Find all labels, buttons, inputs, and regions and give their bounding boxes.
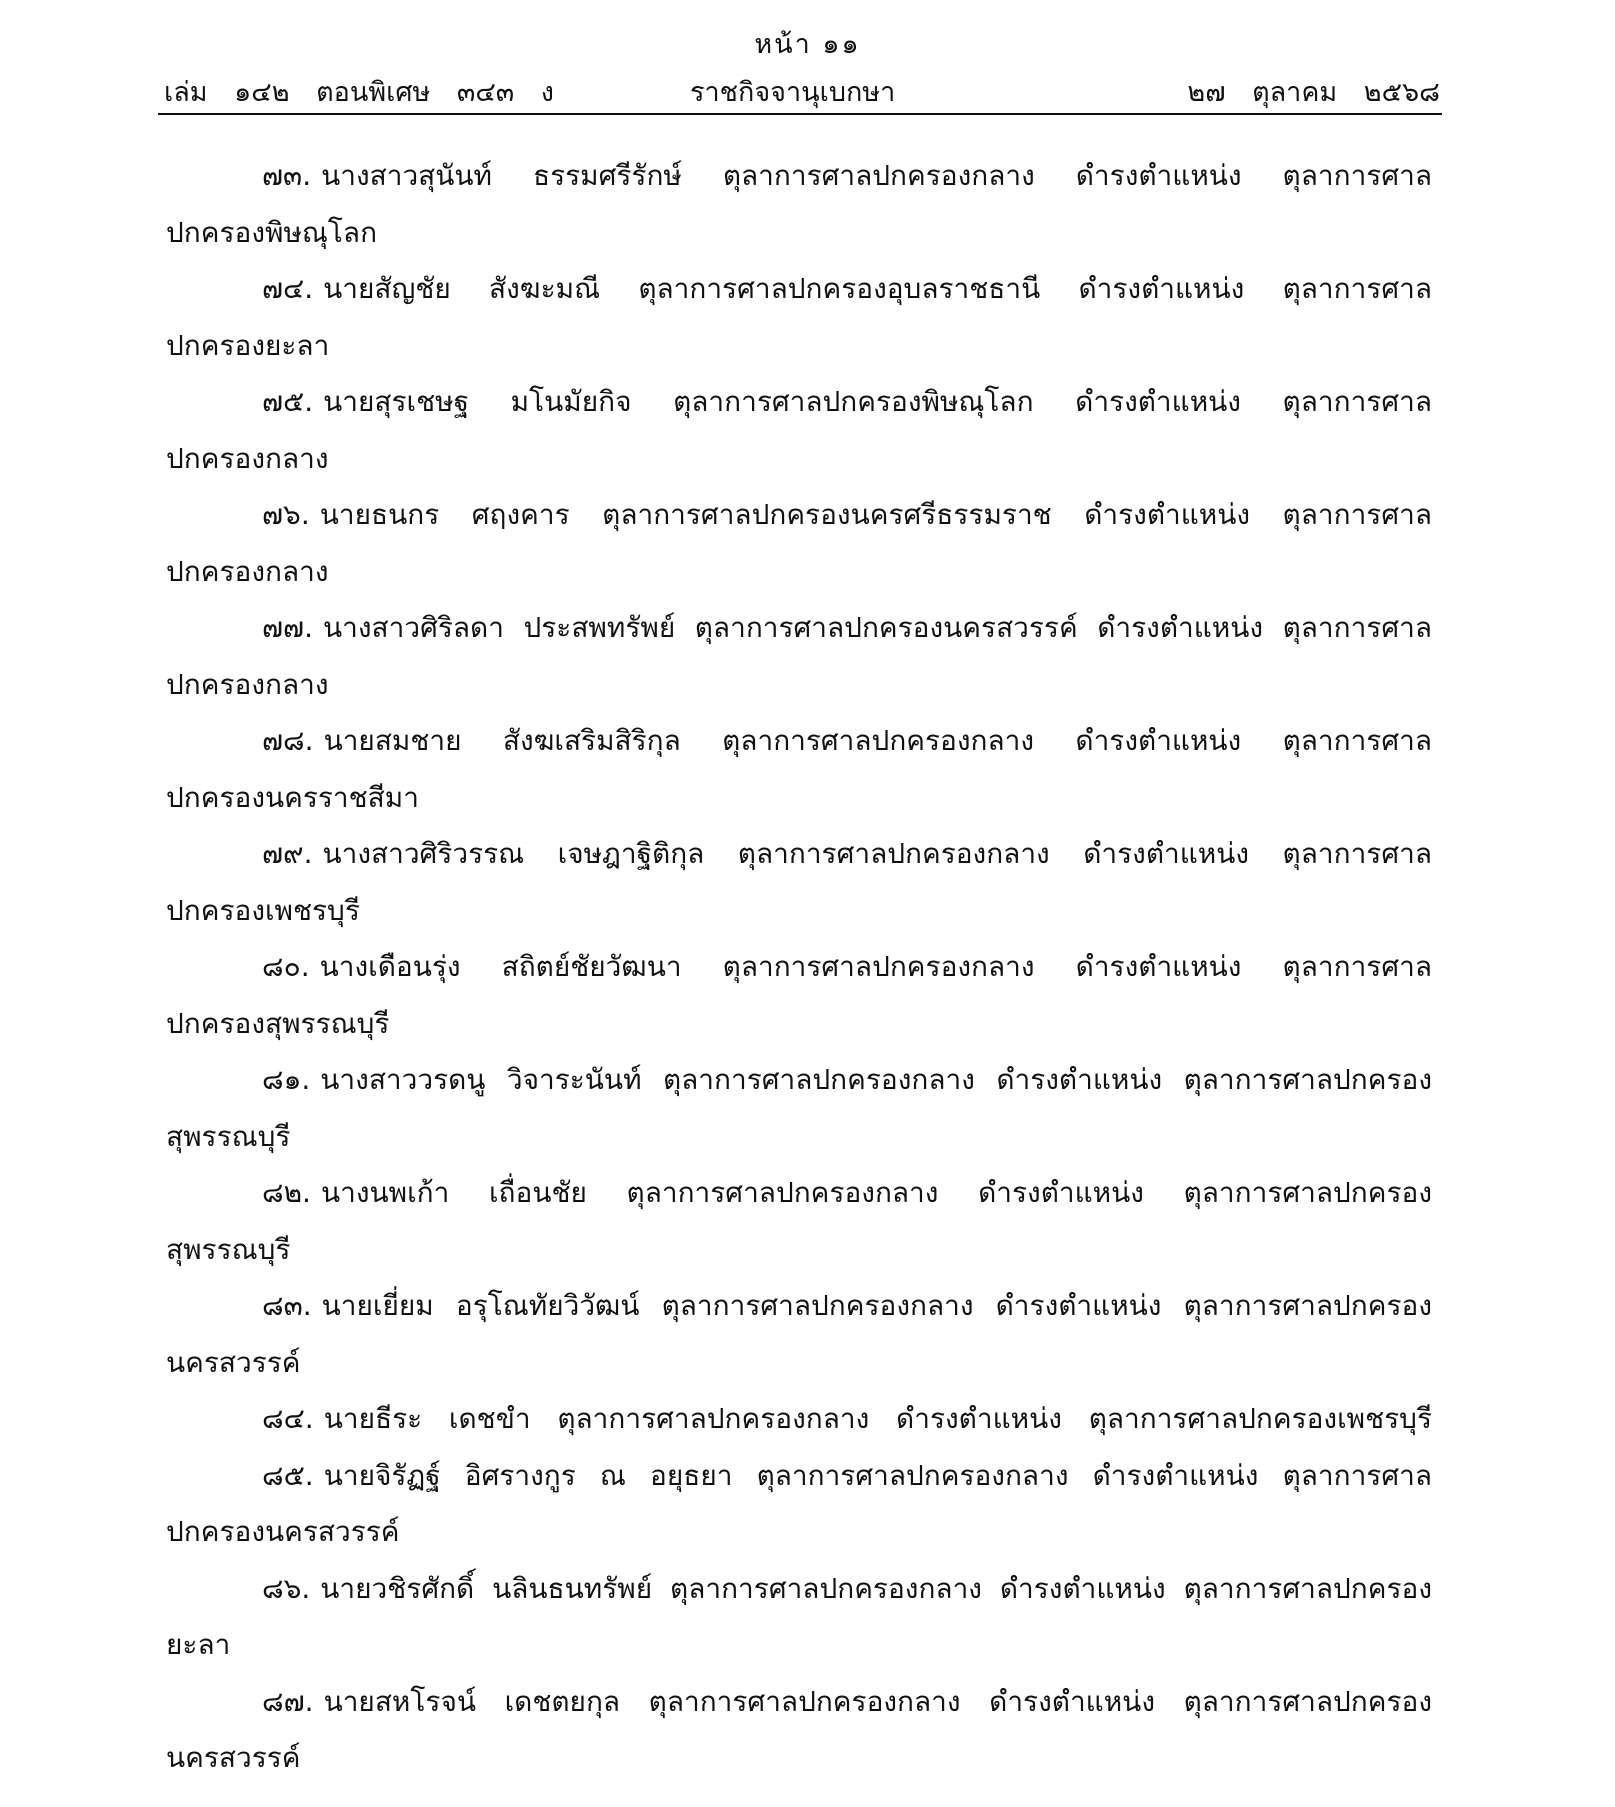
list-item <box>166 487 1432 600</box>
item-text: นางสาวศิริวรรณ เจษฎาฐิติกุล ตุลาการศาลปกครองกลาง ดำรงตำแหน่ง ตุลาการศาลปกครองเพชรบุรี <box>166 837 1432 927</box>
item-number: ๗๓. <box>262 159 312 192</box>
item-number: ๘๑. <box>262 1063 311 1096</box>
item-number: ๗๔. <box>262 272 314 305</box>
list-item <box>166 1448 1432 1561</box>
list-item <box>166 600 1432 713</box>
publication-title: ราชกิจจานุเบกษา <box>690 77 896 108</box>
item-number: ๘๒. <box>262 1176 311 1209</box>
header-divider <box>158 113 1442 115</box>
list-item <box>166 261 1432 374</box>
item-text: นายธีระ เดชขำ ตุลาการศาลปกครองกลาง ดำรงตำแหน่ง ตุลาการศาลปกครองเพชรบุรี <box>323 1402 1432 1435</box>
item-number: ๗๙. <box>262 837 313 870</box>
list-item <box>166 1674 1432 1787</box>
list-item <box>166 148 1432 261</box>
item-text: นายสุรเชษฐ มโนมัยกิจ ตุลาการศาลปกครองพิษณุโลก ดำรงตำแหน่ง ตุลาการศาลปกครองกลาง <box>166 385 1432 475</box>
item-number: ๘๖. <box>262 1571 311 1605</box>
list-item <box>166 1561 1432 1674</box>
item-text: นายสัญชัย สังฆะมณี ตุลาการศาลปกครองอุบลราชธานี ดำรงตำแหน่ง ตุลาการศาลปกครองยะลา <box>166 272 1432 362</box>
item-number: ๗๗. <box>262 611 314 644</box>
publication-date: ๒๗ ตุลาคม ๒๕๖๘ <box>1187 77 1440 108</box>
item-number: ๘๕. <box>262 1458 314 1492</box>
list-item <box>166 939 1432 1052</box>
gazette-header <box>158 70 1442 110</box>
item-text: นางสาววรดนู วิจาระนันท์ ตุลาการศาลปกครองกลาง ดำรงตำแหน่ง ตุลาการศาลปกครองสุพรรณบุรี <box>166 1063 1432 1153</box>
item-number: ๘๓. <box>262 1289 312 1322</box>
item-text: นางนพเก้า เถื่อนชัย ตุลาการศาลปกครองกลาง ดำรงตำแหน่ง ตุลาการศาลปกครองสุพรรณบุรี <box>166 1176 1432 1266</box>
list-item <box>166 1278 1432 1391</box>
item-number: ๘๗. <box>262 1684 314 1718</box>
item-text: นางสาวสุนันท์ ธรรมศรีรักษ์ ตุลาการศาลปกครองกลาง ดำรงตำแหน่ง ตุลาการศาลปกครองพิษณุโลก <box>166 159 1432 249</box>
item-number: ๗๕. <box>262 385 314 418</box>
appointment-list <box>166 148 1432 1787</box>
list-item <box>166 826 1432 939</box>
item-text: นายเยี่ยม อรุโณทัยวิวัฒน์ ตุลาการศาลปกครองกลาง ดำรงตำแหน่ง ตุลาการศาลปกครองนครสวรรค์ <box>166 1289 1432 1379</box>
item-number: ๘๐. <box>262 950 310 983</box>
item-text: นายสมชาย สังฆเสริมสิริกุล ตุลาการศาลปกครองกลาง ดำรงตำแหน่ง ตุลาการศาลปกครองนครราชสีมา <box>166 724 1432 814</box>
item-text: นางสาวศิริลดา ประสพทรัพย์ ตุลาการศาลปกครองนครสวรรค์ ดำรงตำแหน่ง ตุลาการศาลปกครองกลาง <box>166 611 1432 701</box>
item-text: นายสหโรจน์ เดชตยกุล ตุลาการศาลปกครองกลาง ดำรงตำแหน่ง ตุลาการศาลปกครองนครสวรรค์ <box>166 1684 1432 1774</box>
item-number: ๘๔. <box>262 1402 314 1435</box>
list-item <box>166 1052 1432 1165</box>
list-item <box>166 374 1432 487</box>
item-text: นายจิรัฏฐ์ อิศรางกูร ณ อยุธยา ตุลาการศาลปกครองกลาง ดำรงตำแหน่ง ตุลาการศาลปกครองนครสวรรค์ <box>166 1458 1432 1548</box>
item-text: นางเดือนรุ่ง สถิตย์ชัยวัฒนา ตุลาการศาลปกครองกลาง ดำรงตำแหน่ง ตุลาการศาลปกครองสุพรรณบุรี <box>166 950 1432 1040</box>
item-text: นายธนกร ศฤงคาร ตุลาการศาลปกครองนครศรีธรรมราช ดำรงตำแหน่ง ตุลาการศาลปกครองกลาง <box>166 498 1432 588</box>
list-item <box>166 713 1432 826</box>
list-item <box>166 1165 1432 1278</box>
page-number: หน้า ๑๑ <box>754 29 861 60</box>
item-text: นายวชิรศักดิ์ นลินธนทรัพย์ ตุลาการศาลปกครองกลาง ดำรงตำแหน่ง ตุลาการศาลปกครองยะลา <box>166 1571 1432 1661</box>
list-item <box>166 1391 1432 1448</box>
item-number: ๗๘. <box>262 724 314 757</box>
item-number: ๗๖. <box>262 498 310 531</box>
volume-issue: เล่ม ๑๔๒ ตอนพิเศษ ๓๔๓ ง <box>164 77 554 108</box>
